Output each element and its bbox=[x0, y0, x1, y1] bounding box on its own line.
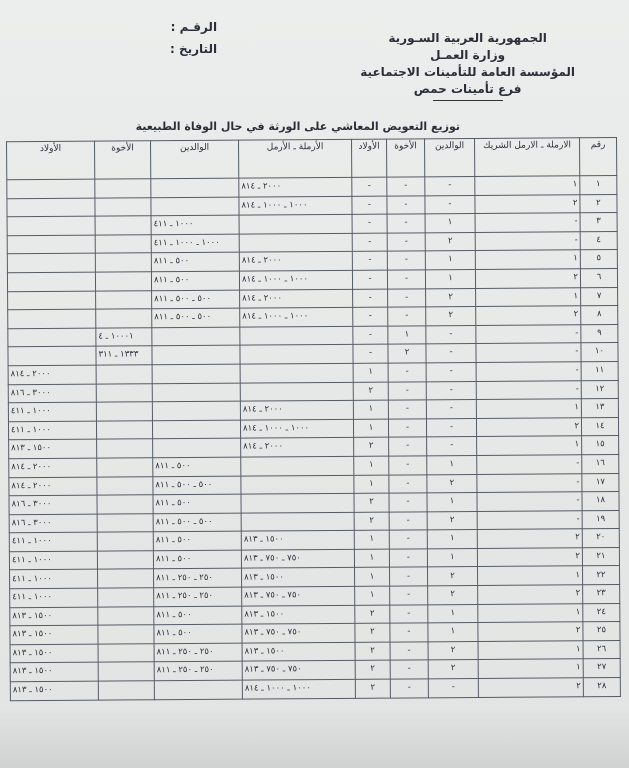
table-cell: - bbox=[390, 679, 428, 698]
table-cell bbox=[98, 569, 154, 588]
table-cell: ٨ bbox=[581, 306, 618, 325]
table-cell: ٢٠٠٠ ـ ٨١٤ bbox=[240, 400, 353, 419]
table-row bbox=[10, 678, 620, 701]
table-cell: ٢ bbox=[580, 194, 617, 213]
table-cell: - bbox=[388, 419, 426, 438]
table-cell: ٢ bbox=[354, 493, 389, 512]
table-cell: ١ bbox=[425, 251, 475, 270]
table-cell: ٢ bbox=[355, 661, 390, 680]
table-cell: ١٠٠٠ ـ ١٠٠٠ ـ ٨١٤ bbox=[242, 679, 355, 699]
table-cell: ١٧ bbox=[582, 473, 619, 492]
table-cell: ٢ bbox=[355, 623, 390, 642]
header-cell: الارملة ـ الارمل الشريك bbox=[475, 138, 580, 177]
table-cell: - bbox=[476, 325, 581, 344]
table-cell: ١ bbox=[353, 419, 388, 438]
table-cell: ١ bbox=[580, 176, 617, 195]
table-cell: ١٦ bbox=[582, 454, 619, 473]
table-cell bbox=[96, 290, 152, 309]
table-cell: ١ bbox=[425, 214, 475, 233]
letterhead bbox=[360, 30, 575, 101]
table-cell: ٢ bbox=[355, 642, 390, 661]
table-cell: ١ bbox=[354, 456, 389, 475]
table-cell bbox=[7, 235, 95, 254]
table-cell: ١٥٠٠ ـ ٨١٣ bbox=[10, 681, 98, 701]
table-cell: - bbox=[389, 530, 427, 549]
table-cell: ٢١ bbox=[582, 547, 619, 566]
table-cell: ٥٠٠ ـ ٨١١ bbox=[153, 531, 241, 550]
table-cell: ١٢ bbox=[581, 380, 618, 399]
table-cell bbox=[240, 326, 353, 345]
table-cell: ١٥٠٠ ـ ٨١٣ bbox=[10, 644, 98, 663]
table-cell: ٥٠٠ ـ ٥٠٠ ـ ٨١١ bbox=[152, 290, 240, 309]
table-cell: - bbox=[387, 214, 425, 233]
table-cell bbox=[152, 364, 240, 383]
table-cell bbox=[8, 291, 96, 310]
table-cell: ١٠٠٠ ـ ١٠٠٠ ـ ٨١٤ bbox=[240, 419, 353, 438]
table-cell: ١ bbox=[477, 436, 582, 455]
table-cell bbox=[95, 216, 151, 235]
table-cell bbox=[95, 179, 151, 198]
table-cell: ٢ bbox=[478, 622, 583, 641]
table-cell: - bbox=[425, 195, 475, 214]
table-cell: ١٠٠٠ ـ ١٠٠٠ ـ ٨١٤ bbox=[239, 196, 352, 215]
institution-name: المؤسسة العامة للتأمينات الاجتماعية bbox=[360, 65, 575, 79]
table-cell: ٥٠٠ ـ ٥٠٠ ـ ٨١١ bbox=[152, 308, 240, 327]
table-cell: - bbox=[477, 455, 582, 474]
table-cell: - bbox=[388, 363, 426, 382]
table-cell: ٥٠٠ ـ ٥٠٠ ـ ٨١١ bbox=[153, 513, 241, 532]
table-cell bbox=[96, 365, 152, 384]
table-cell: - bbox=[388, 288, 426, 307]
table-cell: ٢٥٠ ـ ٢٥٠ ـ ٨١١ bbox=[154, 587, 242, 606]
table-cell: - bbox=[352, 270, 387, 289]
table-cell bbox=[152, 420, 240, 439]
table-cell: - bbox=[389, 474, 427, 493]
table-cell: ١ bbox=[354, 549, 389, 568]
table-cell: ٧٥٠ ـ ٧٥٠ ـ ٨١٣ bbox=[241, 549, 354, 568]
table-cell bbox=[7, 198, 95, 217]
table-cell: ٢٣ bbox=[583, 585, 620, 604]
table-cell: - bbox=[387, 251, 425, 270]
header-cell: الأرملة ـ الأرمل bbox=[239, 139, 352, 178]
table-cell: - bbox=[352, 233, 387, 252]
table-cell: ٢ bbox=[354, 437, 389, 456]
table-cell: ١٥٠٠ ـ ٨١٣ bbox=[10, 625, 98, 644]
table-cell: - bbox=[425, 176, 475, 195]
table-cell: ١٠٠٠ ـ ٤١١ bbox=[9, 532, 97, 551]
table-cell: ١ bbox=[354, 475, 389, 494]
table-cell: - bbox=[390, 586, 428, 605]
table-cell: ٢٠ bbox=[582, 529, 619, 548]
header-cell: الأخوة bbox=[95, 141, 151, 179]
table-cell bbox=[151, 178, 239, 197]
table-cell: ٢٧ bbox=[583, 659, 620, 678]
table-cell: - bbox=[477, 492, 582, 511]
table-cell: ٤ bbox=[580, 231, 617, 250]
table-cell: - bbox=[388, 400, 426, 419]
table-cell: - bbox=[352, 177, 387, 196]
table-cell: ١٥٠٠ ـ ٨١٣ bbox=[242, 568, 355, 587]
table-cell: ٣٠٠٠ ـ ٨١٦ bbox=[8, 384, 96, 403]
table-cell: - bbox=[476, 362, 581, 381]
table-cell: ١٥٠٠ ـ ٨١٣ bbox=[241, 531, 354, 550]
header-cell: الوالدين bbox=[425, 138, 475, 176]
table-cell: - bbox=[426, 381, 476, 400]
table-cell: ٣٠٠٠ ـ ٨١٦ bbox=[9, 514, 97, 533]
table-cell: ١ bbox=[477, 566, 582, 585]
table-cell: ٢ bbox=[426, 288, 476, 307]
table-cell: ١ bbox=[478, 603, 583, 622]
table-cell bbox=[240, 382, 353, 401]
table-cell bbox=[98, 606, 154, 625]
table-cell: ١ bbox=[388, 326, 426, 345]
table-cell bbox=[96, 309, 152, 328]
table-cell: - bbox=[426, 418, 476, 437]
table-cell: ٥٠٠ ـ ٨١١ bbox=[154, 606, 242, 625]
table-cell: ١٠٠٠ ـ ٤١١ bbox=[10, 570, 98, 589]
table-cell: ١ bbox=[476, 399, 581, 418]
table-cell bbox=[95, 235, 151, 254]
table-cell: - bbox=[426, 362, 476, 381]
table-cell: ٥٠٠ ـ ٨١١ bbox=[151, 271, 239, 290]
table-cell bbox=[98, 681, 154, 700]
table-cell bbox=[7, 254, 95, 273]
table-cell: ٢ bbox=[353, 382, 388, 401]
table-cell: ٢٠٠٠ ـ ٨١٤ bbox=[9, 458, 97, 477]
header-cell: الأخوة bbox=[387, 139, 425, 177]
table-cell bbox=[97, 551, 153, 570]
table-cell bbox=[96, 402, 152, 421]
table-cell: - bbox=[426, 400, 476, 419]
table-cell: - bbox=[390, 604, 428, 623]
table-cell: - bbox=[389, 493, 427, 512]
table-cell: ١٨ bbox=[582, 492, 619, 511]
table-cell: - bbox=[387, 177, 425, 196]
table-cell: ١ bbox=[476, 287, 581, 306]
table-cell bbox=[7, 272, 95, 291]
table-cell bbox=[97, 495, 153, 514]
table-cell: ١ bbox=[353, 400, 388, 419]
table-cell: ٢ bbox=[477, 529, 582, 548]
table-cell: ٢ bbox=[355, 605, 390, 624]
branch-name: فرع تأمينات حمص bbox=[413, 82, 522, 96]
table-cell: - bbox=[388, 381, 426, 400]
table-cell: - bbox=[390, 567, 428, 586]
table-cell: ١ bbox=[353, 363, 388, 382]
table-cell bbox=[151, 197, 239, 216]
table-cell: - bbox=[475, 213, 580, 232]
table-cell: ٧٥٠ ـ ٧٥٠ ـ ٨١٣ bbox=[242, 624, 355, 643]
table-cell: ٢ bbox=[427, 511, 477, 530]
table-cell: ٢ bbox=[478, 678, 583, 698]
table-cell bbox=[241, 456, 354, 475]
table-cell: ١١ bbox=[581, 361, 618, 380]
table-cell: - bbox=[389, 456, 427, 475]
table-cell: - bbox=[389, 512, 427, 531]
table-cell bbox=[97, 476, 153, 495]
table-cell: ١ bbox=[355, 568, 390, 587]
table-cell bbox=[240, 345, 353, 364]
table-cell: ١٠٠٠ ـ ٤١١ bbox=[9, 551, 97, 570]
header-cell: رقم bbox=[580, 138, 617, 176]
table-cell: ١٠٠٠ ـ ٤١١ bbox=[10, 588, 98, 607]
table-cell: ١٥٠٠ ـ ٨١٣ bbox=[242, 642, 355, 661]
table-cell bbox=[239, 233, 352, 252]
table-cell: ١٠٠٠ ـ ١٠٠٠ ـ ٨١٤ bbox=[240, 308, 353, 327]
table-cell: ٢ bbox=[476, 417, 581, 436]
table-cell: ١٠٠٠ ـ ٤١١ bbox=[151, 215, 239, 234]
table-cell: ١ bbox=[354, 530, 389, 549]
header-cell: الأولاد bbox=[352, 139, 387, 177]
table-cell bbox=[97, 532, 153, 551]
table-cell: ٢ bbox=[354, 512, 389, 531]
reference-block bbox=[170, 16, 217, 60]
table-cell: ٥٠٠ ـ ٨١١ bbox=[153, 494, 241, 513]
table-cell bbox=[8, 309, 96, 328]
table-cell bbox=[98, 588, 154, 607]
table-cell: ٢ bbox=[428, 660, 478, 679]
table-cell: ٢٠٠٠ ـ ٨١٤ bbox=[239, 252, 352, 271]
table-cell: ٢٦ bbox=[583, 640, 620, 659]
table-cell: - bbox=[426, 325, 476, 344]
table-cell: ١٠ bbox=[581, 343, 618, 362]
table-cell bbox=[96, 420, 152, 439]
table-cell bbox=[98, 625, 154, 644]
table-cell: - bbox=[389, 549, 427, 568]
table-cell: - bbox=[352, 251, 387, 270]
number-label: الرقـم : bbox=[170, 20, 218, 34]
table-cell: - bbox=[388, 307, 426, 326]
table-cell bbox=[97, 439, 153, 458]
table-cell: ١٩ bbox=[582, 510, 619, 529]
table-cell: ٢ bbox=[427, 567, 477, 586]
table-cell: - bbox=[353, 326, 388, 345]
table-cell: ٢٨ bbox=[583, 678, 620, 697]
table-cell bbox=[153, 438, 241, 457]
republic-name: الجمهورية العربية السـورية bbox=[388, 31, 547, 45]
table-cell: - bbox=[387, 270, 425, 289]
table-cell: ١٣٣٣ ـ ٣١١ bbox=[96, 346, 152, 365]
table-cell: ١٤ bbox=[581, 417, 618, 436]
letterhead-underline bbox=[433, 100, 503, 101]
table-cell: - bbox=[353, 289, 388, 308]
table-cell: ١٥٠٠ ـ ٨١٣ bbox=[9, 439, 97, 458]
table-body bbox=[7, 176, 621, 701]
table-cell: - bbox=[477, 473, 582, 492]
table-cell bbox=[239, 215, 352, 234]
table-cell: ٢٠٠٠ ـ ٨١٤ bbox=[8, 365, 96, 384]
table-cell: ١ bbox=[478, 641, 583, 660]
table-cell: ٢٥٠ ـ ٢٥٠ ـ ٨١١ bbox=[154, 662, 242, 681]
table-cell bbox=[152, 383, 240, 402]
table-cell: - bbox=[475, 232, 580, 251]
table-cell: - bbox=[389, 437, 427, 456]
table-cell bbox=[241, 493, 354, 512]
table-cell: ٧ bbox=[581, 287, 618, 306]
table-cell: ٥٠٠ ـ ٥٠٠ ـ ٨١١ bbox=[153, 476, 241, 495]
table-cell: ١٠٠٠١ ـ ٤ bbox=[96, 328, 152, 347]
table-cell: ٢٤ bbox=[583, 603, 620, 622]
table-cell: ٢ bbox=[427, 474, 477, 493]
table-cell: ٥٠٠ ـ ٨١١ bbox=[154, 624, 242, 643]
table-cell: ٢ bbox=[426, 307, 476, 326]
table-cell: ١٥٠٠ ـ ٨١٣ bbox=[10, 663, 98, 682]
table-cell: ٢ bbox=[475, 269, 580, 288]
table-cell: ٢ bbox=[428, 641, 478, 660]
table-cell: ١٣ bbox=[581, 399, 618, 418]
table-cell: ٢٠٠٠ ـ ٨١٤ bbox=[9, 477, 97, 496]
table-cell: ١ bbox=[355, 586, 390, 605]
table-cell: ٣ bbox=[580, 213, 617, 232]
table-cell: - bbox=[387, 195, 425, 214]
table-cell bbox=[241, 475, 354, 494]
table-cell: - bbox=[476, 343, 581, 362]
table-cell bbox=[96, 383, 152, 402]
table-cell bbox=[240, 363, 353, 382]
table-cell: ١٠٠٠ ـ ١٠٠٠ ـ ٨١٤ bbox=[239, 270, 352, 289]
table-cell bbox=[98, 644, 154, 663]
table-cell: ١ bbox=[428, 604, 478, 623]
date-label: التاريخ : bbox=[170, 42, 218, 56]
table-cell: ٥ bbox=[580, 250, 617, 269]
table-cell bbox=[7, 216, 95, 235]
table-cell: ١ bbox=[425, 269, 475, 288]
table-cell: ١ bbox=[427, 530, 477, 549]
table-cell: ١٥ bbox=[582, 436, 619, 455]
table-cell: ٦ bbox=[580, 268, 617, 287]
table-cell: ١٥٠٠ ـ ٨١٣ bbox=[242, 605, 355, 624]
table-cell bbox=[152, 345, 240, 364]
table-cell: - bbox=[352, 214, 387, 233]
table-cell: ٢٠٠٠ ـ ٨١٤ bbox=[241, 438, 354, 457]
table-cell: ٢ bbox=[428, 586, 478, 605]
table-cell: - bbox=[427, 437, 477, 456]
table-cell: - bbox=[390, 623, 428, 642]
table-cell bbox=[97, 458, 153, 477]
document-title: توزيع التعويض المعاشي على الورثة في حال الوفاة الطبيعية bbox=[135, 120, 460, 133]
table-cell: - bbox=[428, 679, 478, 698]
table-cell: ٧٥٠ ـ ٧٥٠ ـ ٨١٣ bbox=[242, 661, 355, 680]
table-cell: - bbox=[477, 510, 582, 529]
table-cell: ٥٠٠ ـ ٨١١ bbox=[151, 253, 239, 272]
table-cell: ٢٠٠٠ ـ ٨١٤ bbox=[240, 289, 353, 308]
table-cell: ٢ bbox=[478, 585, 583, 604]
table-cell: ١ bbox=[427, 548, 477, 567]
table-cell: - bbox=[387, 233, 425, 252]
table-cell bbox=[95, 272, 151, 291]
table-cell: ٢ bbox=[475, 194, 580, 213]
table-cell: ١٠٠٠ ـ ٤١١ bbox=[8, 421, 96, 440]
table-cell: ٢ bbox=[476, 306, 581, 325]
table-header-row bbox=[7, 138, 617, 180]
table-cell: ٢٥ bbox=[583, 622, 620, 641]
table-cell: ١ bbox=[475, 176, 580, 195]
table-cell: ١٥٠٠ ـ ٨١٣ bbox=[10, 607, 98, 626]
table-cell bbox=[152, 327, 240, 346]
table-cell: ٩ bbox=[581, 324, 618, 343]
table-cell: ١٠٠٠ ـ ٤١١ bbox=[8, 402, 96, 421]
table-cell: ٧٥٠ ـ ٧٥٠ ـ ٨١٣ bbox=[242, 586, 355, 605]
table-cell: ١ bbox=[475, 250, 580, 269]
ministry-name: وزارة العمـل bbox=[430, 48, 506, 62]
table-cell: ١٠٠٠ ـ ١٠٠٠ ـ ٤١١ bbox=[151, 234, 239, 253]
table-cell: ٢ bbox=[355, 679, 390, 698]
table-cell: ٢٥٠ ـ ٢٥٠ ـ ٨١١ bbox=[154, 643, 242, 662]
table-cell bbox=[8, 328, 96, 347]
table-cell bbox=[154, 680, 242, 700]
table-cell bbox=[241, 512, 354, 531]
table-cell: ٢ bbox=[425, 232, 475, 251]
table-cell: - bbox=[390, 660, 428, 679]
table-cell bbox=[97, 513, 153, 532]
table-cell: ٢ bbox=[388, 344, 426, 363]
table-cell bbox=[7, 179, 95, 198]
table-cell bbox=[95, 197, 151, 216]
table-cell bbox=[152, 401, 240, 420]
table-cell: ١ bbox=[427, 493, 477, 512]
table-cell bbox=[8, 346, 96, 365]
table-cell: ٥٠٠ ـ ٨١١ bbox=[153, 457, 241, 476]
table-cell: - bbox=[476, 380, 581, 399]
table-cell: ٥٠٠ ـ ٨١١ bbox=[153, 550, 241, 569]
table-cell: ٢٢ bbox=[582, 566, 619, 585]
distribution-table bbox=[6, 137, 621, 701]
table-cell bbox=[98, 662, 154, 681]
table-cell: - bbox=[426, 344, 476, 363]
table-cell bbox=[95, 253, 151, 272]
table-cell: - bbox=[353, 344, 388, 363]
table-cell: ١ bbox=[478, 659, 583, 678]
table-cell: ٢٠٠٠ ـ ٨١٤ bbox=[239, 177, 352, 196]
header-cell: الأولاد bbox=[7, 141, 95, 180]
table-cell: - bbox=[390, 642, 428, 661]
table-cell: - bbox=[353, 307, 388, 326]
table-cell: ٢ bbox=[477, 548, 582, 567]
table-cell: ١ bbox=[427, 455, 477, 474]
header-cell: الوالدين bbox=[151, 140, 239, 179]
table-cell: - bbox=[352, 196, 387, 215]
table-cell: ٢٥٠ ـ ٢٥٠ ـ ٨١١ bbox=[154, 569, 242, 588]
table-cell: ١ bbox=[428, 623, 478, 642]
table-cell: ٣٠٠٠ ـ ٨١٦ bbox=[9, 495, 97, 514]
